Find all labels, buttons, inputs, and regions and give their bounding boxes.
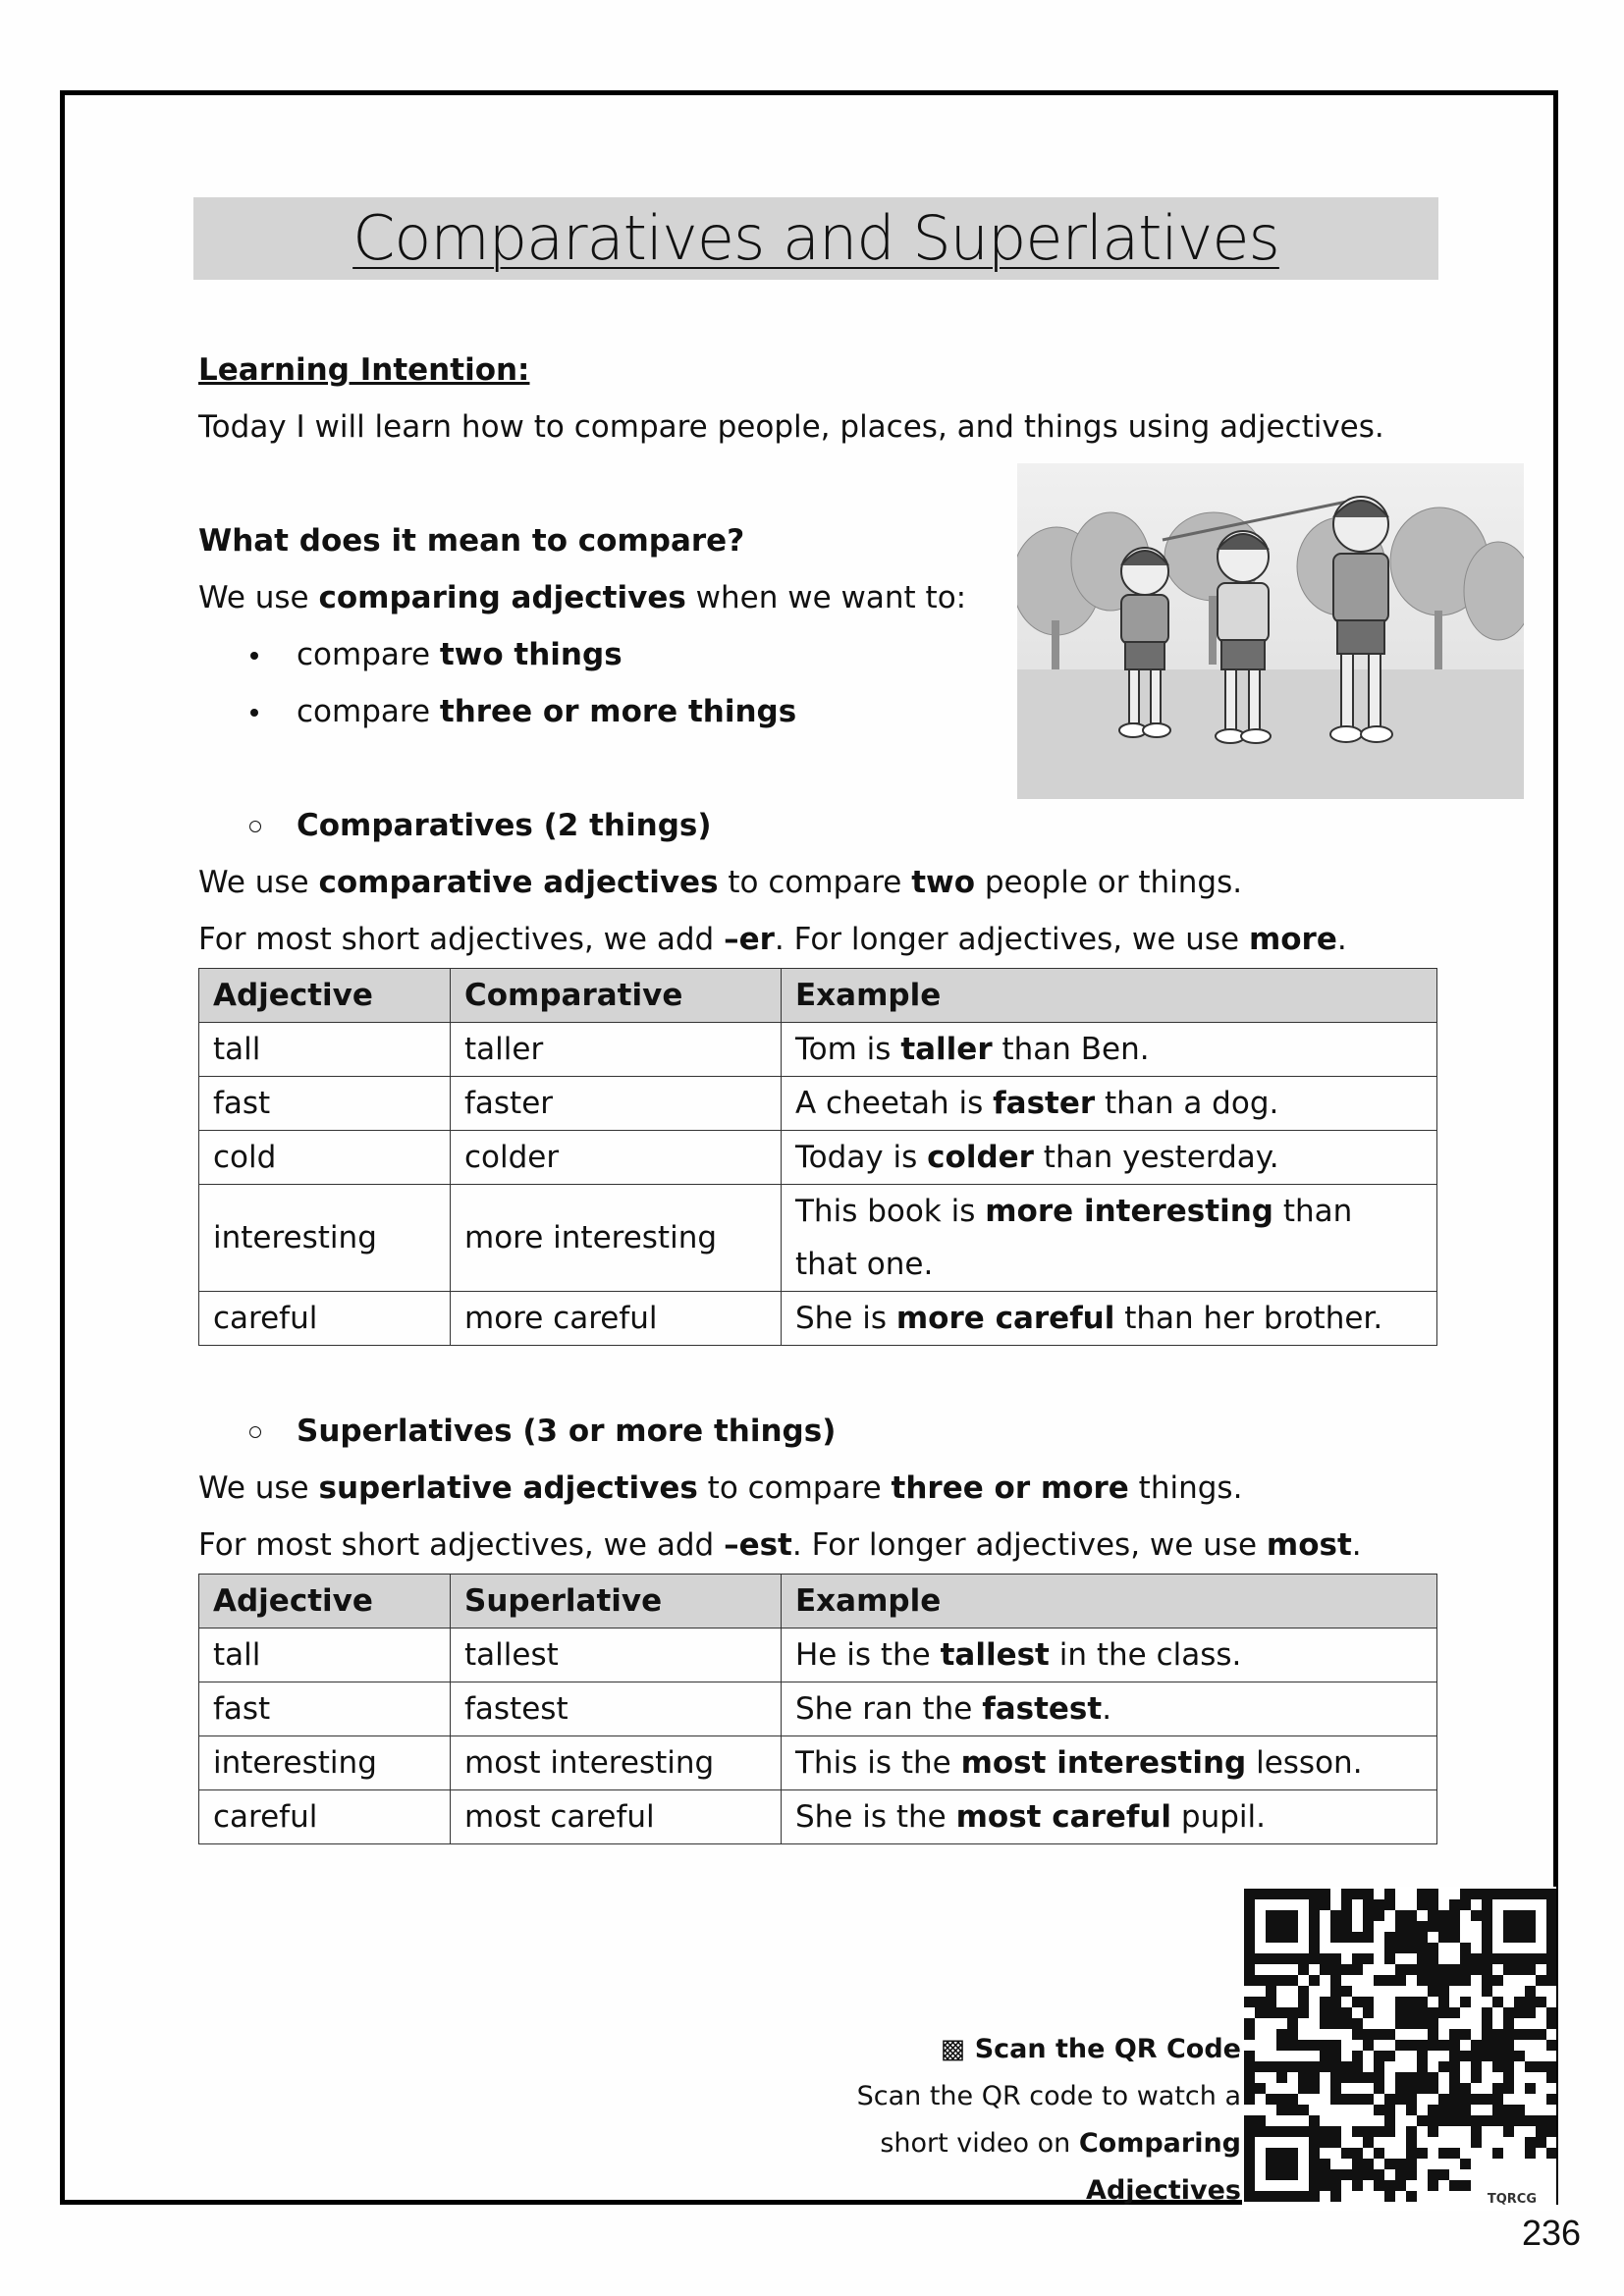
table-header-row <box>199 1575 1437 1629</box>
form-cell: taller <box>451 1023 782 1077</box>
table-row <box>199 1131 1437 1185</box>
compare-heading: What does it mean to compare? <box>198 523 745 559</box>
table-row <box>199 1790 1437 1844</box>
qr-code[interactable] <box>1242 1887 1556 2211</box>
adjective-cell: interesting <box>199 1185 451 1292</box>
table-row <box>199 1185 1437 1292</box>
comparatives-line-1: We use comparative adjectives to compare two people or things. <box>198 865 1243 900</box>
example-cell: She ran the fastest. <box>782 1682 1437 1736</box>
table-row <box>199 1023 1437 1077</box>
column-header: Comparative <box>451 969 782 1023</box>
form-cell: fastest <box>451 1682 782 1736</box>
superlatives-table <box>198 1574 1437 1844</box>
title-banner <box>193 197 1438 280</box>
example-cell: She is the most careful pupil. <box>782 1790 1437 1844</box>
qr-caption <box>815 2026 1241 2215</box>
superlatives-line-2: For most short adjectives, we add –est. For longer adjectives, we use most. <box>198 1527 1362 1563</box>
qr-caption-text: Scan the QR code to watch a short video on Comparing Adjectives <box>856 2081 1241 2206</box>
table-row <box>199 1077 1437 1131</box>
adjective-cell: tall <box>199 1629 451 1682</box>
qr-caption-title: Scan the QR Code <box>974 2034 1241 2064</box>
example-cell: A cheetah is faster than a dog. <box>782 1077 1437 1131</box>
form-cell: more careful <box>451 1292 782 1346</box>
table-row <box>199 1629 1437 1682</box>
table-row <box>199 1736 1437 1790</box>
qr-label: TQRCG <box>1487 2192 1537 2207</box>
column-header: Example <box>782 1575 1437 1629</box>
compare-intro: We use comparing adjectives when we want to: <box>198 580 967 615</box>
form-cell: tallest <box>451 1629 782 1682</box>
adjective-cell: fast <box>199 1077 451 1131</box>
example-cell: This book is more interesting than that one. <box>782 1185 1437 1292</box>
table-row <box>199 1292 1437 1346</box>
form-cell: most careful <box>451 1790 782 1844</box>
example-cell: Today is colder than yesterday. <box>782 1131 1437 1185</box>
table-row <box>199 1682 1437 1736</box>
column-header: Example <box>782 969 1437 1023</box>
adjective-cell: cold <box>199 1131 451 1185</box>
comparatives-heading: Comparatives (2 things) <box>198 797 1445 854</box>
form-cell: colder <box>451 1131 782 1185</box>
adjective-cell: careful <box>199 1292 451 1346</box>
list-item: compare two things <box>198 626 1445 683</box>
form-cell: most interesting <box>451 1736 782 1790</box>
adjective-cell: fast <box>199 1682 451 1736</box>
learning-intention-text: Today I will learn how to compare people, places, and things using adjectives. <box>198 409 1384 445</box>
superlatives-line-1: We use superlative adjectives to compare three or more things. <box>198 1470 1243 1506</box>
form-cell: faster <box>451 1077 782 1131</box>
column-header: Adjective <box>199 969 451 1023</box>
adjective-cell: interesting <box>199 1736 451 1790</box>
column-header: Superlative <box>451 1575 782 1629</box>
table-header-row <box>199 969 1437 1023</box>
example-cell: This is the most interesting lesson. <box>782 1736 1437 1790</box>
adjective-cell: tall <box>199 1023 451 1077</box>
learning-intention-heading: Learning Intention: <box>198 352 530 388</box>
comparatives-table <box>198 968 1437 1346</box>
example-cell: Tom is taller than Ben. <box>782 1023 1437 1077</box>
compare-bullet-list <box>198 626 1445 740</box>
adjective-cell: careful <box>199 1790 451 1844</box>
example-cell: She is more careful than her brother. <box>782 1292 1437 1346</box>
main-content <box>198 342 1445 1844</box>
page-title: Comparatives and Superlatives <box>352 202 1279 274</box>
comparatives-line-2: For most short adjectives, we add –er. For longer adjectives, we use more. <box>198 922 1347 957</box>
list-item: compare three or more things <box>198 683 1445 740</box>
page-number: 236 <box>1522 2213 1582 2253</box>
column-header: Adjective <box>199 1575 451 1629</box>
phone-icon: ▩ <box>940 2034 966 2064</box>
form-cell: more interesting <box>451 1185 782 1292</box>
superlatives-heading: Superlatives (3 or more things) <box>198 1403 1445 1460</box>
example-cell: He is the tallest in the class. <box>782 1629 1437 1682</box>
